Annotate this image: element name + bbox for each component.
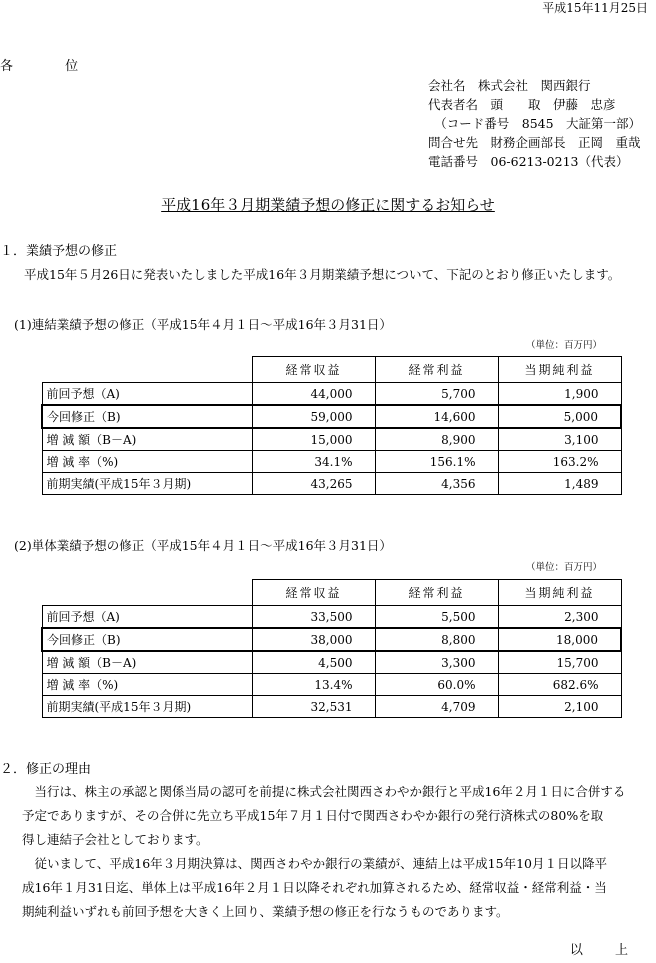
table-header-row — [42, 580, 621, 606]
representative: 代表者名 頭 取 伊藤 忠彦 — [428, 97, 616, 112]
section2-heading: ２．修正の理由 — [0, 762, 92, 777]
cell: 4,709 — [375, 696, 498, 718]
table-row — [42, 428, 621, 451]
cell: 8,900 — [375, 428, 498, 451]
table-row — [42, 383, 621, 406]
table1-caption: (1)連結業績予想の修正（平成15年４月１日～平成16年３月31日） — [14, 317, 392, 332]
row-label: 増 減 額（B－A) — [42, 428, 252, 451]
row-label: 増 減 額（B－A) — [42, 651, 252, 674]
reason-line: 従いまして、平成16年３月期決算は、関西さわやか銀行の業績が、連結上は平成15年10月１日以降平 — [22, 856, 607, 871]
cell: 33,500 — [252, 606, 375, 629]
cell: 3,300 — [375, 651, 498, 674]
reason-line: 当行は、株主の承認と関係当局の認可を前提に株式会社関西さわやか銀行と平成16年２月１日に合併する — [22, 784, 626, 799]
table1-unit: （単位：百万円） — [526, 340, 603, 351]
cell: 1,489 — [498, 473, 621, 495]
header-ordinary-income: 経常収益 — [252, 357, 375, 383]
company-name: 会社名 株式会社 関西銀行 — [428, 78, 591, 93]
closing-mark: 以 上 — [569, 943, 642, 958]
table2-unit: （単位：百万円） — [526, 562, 603, 573]
cell: 3,100 — [498, 428, 621, 451]
row-label: 前回予想（A) — [42, 606, 252, 629]
reason-line: 予定でありますが、その合併に先立ち平成15年７月１日付で関西さわやか銀行の発行済株式の80%を取 — [22, 808, 604, 823]
cell: 38,000 — [252, 628, 375, 651]
cell: 163.2% — [498, 451, 621, 473]
header-net-income: 当期純利益 — [498, 357, 621, 383]
stock-code: （コード番号 8545 大証第一部） — [428, 116, 642, 131]
document-title: 平成16年３月期業績予想の修正に関するお知らせ — [161, 196, 495, 214]
cell: 15,000 — [252, 428, 375, 451]
cell: 8,800 — [375, 628, 498, 651]
cell: 1,900 — [498, 383, 621, 406]
cell: 4,500 — [252, 651, 375, 674]
row-label: 増 減 率（%) — [42, 674, 252, 696]
header-net-income: 当期純利益 — [498, 580, 621, 606]
standalone-forecast-table — [41, 579, 622, 718]
cell: 34.1% — [252, 451, 375, 473]
contact: 問合せ先 財務企画部長 正岡 重哉 — [428, 135, 641, 150]
cell: 156.1% — [375, 451, 498, 473]
cell: 32,531 — [252, 696, 375, 718]
table-row — [42, 606, 621, 629]
table-row-highlighted — [42, 628, 621, 651]
cell: 2,300 — [498, 606, 621, 629]
row-label: 前期実績(平成15年３月期) — [42, 696, 252, 718]
cell: 14,600 — [375, 405, 498, 428]
row-label: 前期実績(平成15年３月期) — [42, 473, 252, 495]
header-blank — [42, 357, 252, 383]
reason-line: 得し連結子会社としております。 — [22, 832, 209, 847]
cell: 13.4% — [252, 674, 375, 696]
table-row — [42, 451, 621, 473]
table2-caption: (2)単体業績予想の修正（平成15年４月１日～平成16年３月31日） — [14, 538, 392, 553]
row-label: 増 減 率（%) — [42, 451, 252, 473]
release-date: 平成15年11月25日 — [542, 1, 648, 15]
table-row — [42, 696, 621, 718]
table-header-row — [42, 357, 621, 383]
phone: 電話番号 06-6213-0213（代表） — [428, 154, 629, 169]
row-label: 今回修正（B) — [42, 405, 252, 428]
cell: 5,000 — [498, 405, 621, 428]
table-row — [42, 674, 621, 696]
row-label: 前回予想（A) — [42, 383, 252, 406]
cell: 18,000 — [498, 628, 621, 651]
cell: 15,700 — [498, 651, 621, 674]
cell: 2,100 — [498, 696, 621, 718]
cell: 59,000 — [252, 405, 375, 428]
header-ordinary-profit: 経常利益 — [375, 357, 498, 383]
reason-line: 成16年１月31日迄、単体上は平成16年２月１日以降それぞれ加算されるため、経常収益・経常利益・当 — [22, 880, 607, 895]
header-ordinary-income: 経常収益 — [252, 580, 375, 606]
table-row — [42, 473, 621, 495]
table-row — [42, 651, 621, 674]
section1-text: 平成15年５月26日に発表いたしました平成16年３月期業績予想について、下記のとおり修正いたします。 — [24, 267, 621, 282]
cell: 5,500 — [375, 606, 498, 629]
cell: 5,700 — [375, 383, 498, 406]
reason-line: 期純利益いずれも前回予想を大きく上回り、業績予想の修正を行なうものであります。 — [22, 904, 509, 919]
row-label: 今回修正（B) — [42, 628, 252, 651]
consolidated-forecast-table — [41, 356, 622, 495]
table-row-highlighted — [42, 405, 621, 428]
cell: 4,356 — [375, 473, 498, 495]
section1-heading: １．業績予想の修正 — [0, 244, 118, 259]
header-ordinary-profit: 経常利益 — [375, 580, 498, 606]
cell: 43,265 — [252, 473, 375, 495]
cell: 682.6% — [498, 674, 621, 696]
cell: 44,000 — [252, 383, 375, 406]
cell: 60.0% — [375, 674, 498, 696]
header-blank — [42, 580, 252, 606]
recipient: 各 位 — [0, 59, 103, 74]
